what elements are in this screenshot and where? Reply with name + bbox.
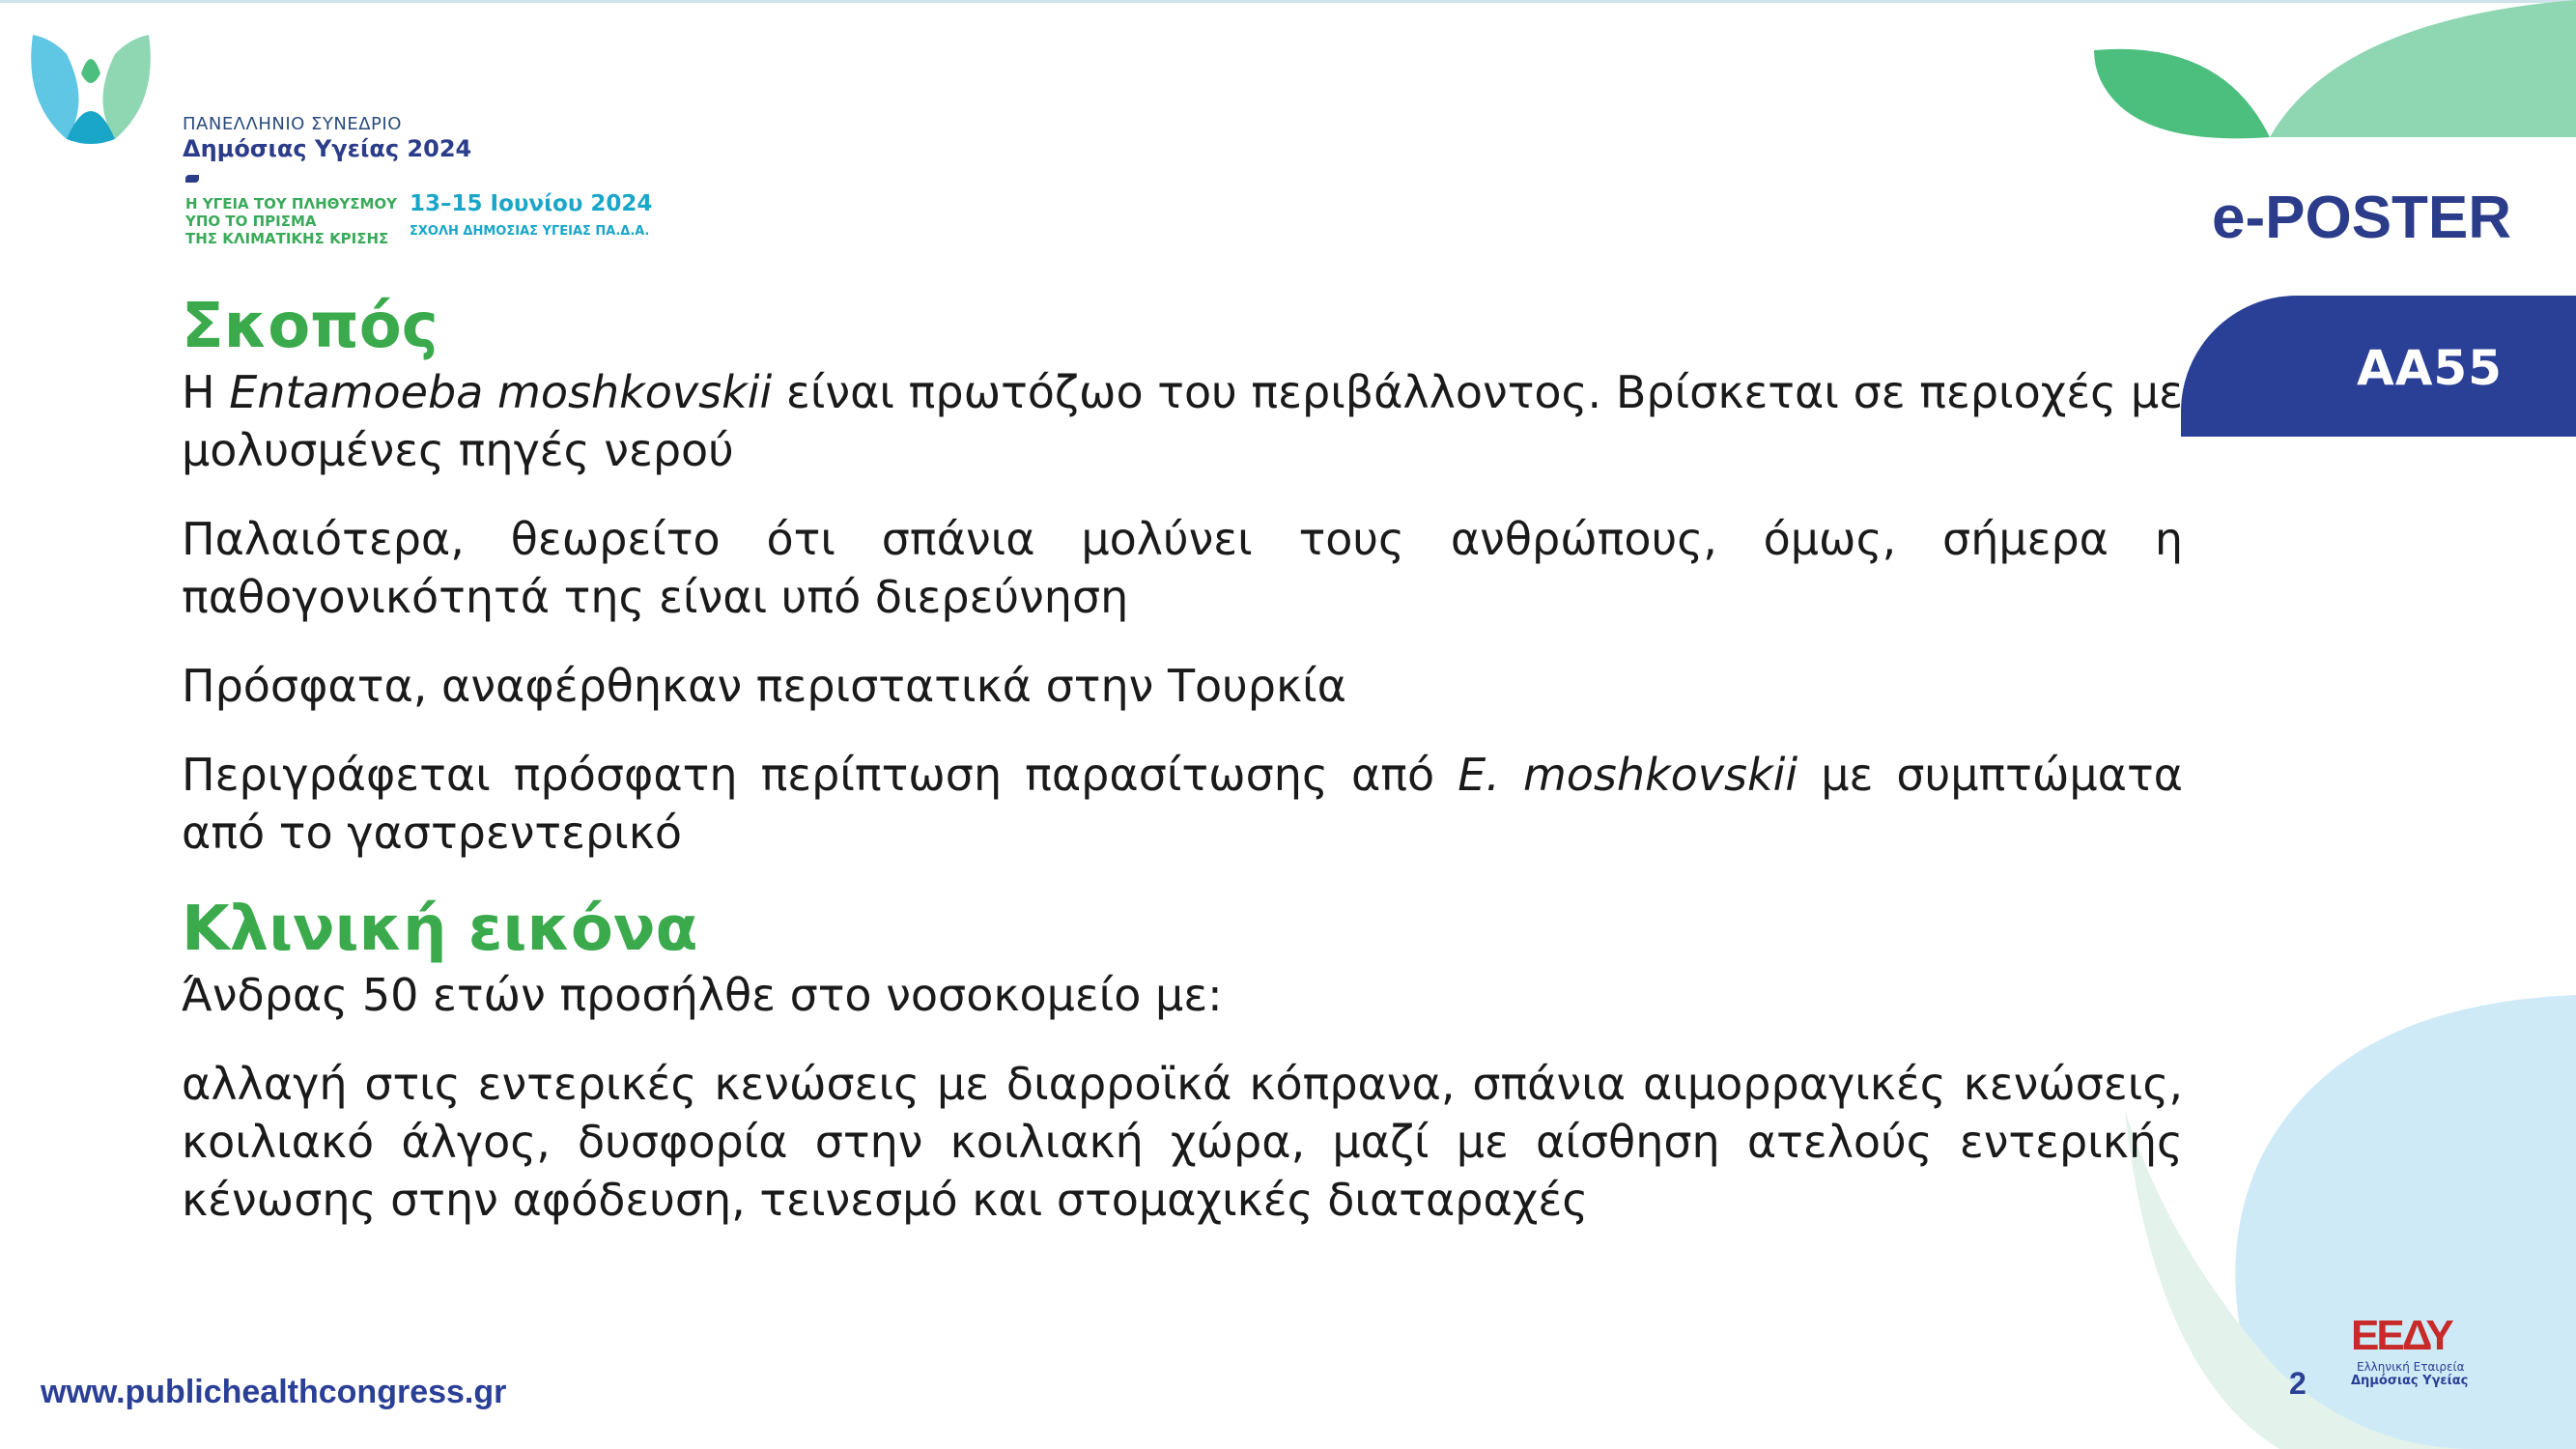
congress-venue: ΣΧΟΛΗ ΔΗΜΟΣΙΑΣ ΥΓΕΙΑΣ ΠΑ.Δ.Α.	[410, 224, 650, 239]
society-name-line: Δημόσιας Υγείας	[2351, 1374, 2469, 1388]
website-link[interactable]: www.publichealthcongress.gr	[41, 1374, 507, 1410]
paragraph: Άνδρας 50 ετών προσήλθε στο νοσοκομείο με:	[182, 969, 1223, 1021]
paragraph: Πρόσφατα, αναφέρθηκαν περιστατικά στην Τουρκία	[182, 660, 1346, 712]
mint-leaf-shape	[2270, 0, 2576, 137]
theme-line: ΥΠΟ ΤΟ ΠΡΙΣΜΑ	[185, 213, 317, 230]
green-leaf-shape	[2094, 49, 2270, 139]
text-run: είναι πρωτόζωο του περιβάλλοντος. Βρίσκεται σε περιοχές με μολυσμένες πηγές νερού	[182, 366, 2183, 476]
society-logo	[2347, 1312, 2473, 1388]
congress-theme	[185, 195, 397, 247]
congress-label: ΠΑΝΕΛΛΗΝΙΟ ΣΥΝΕΔΡΙΟ	[183, 114, 402, 134]
species-name: E. moshkovskii	[1458, 749, 1798, 801]
text-run: Η	[182, 366, 230, 418]
theme-line: Η ΥΓΕΙΑ ΤΟΥ ΠΛΗΘΥΣΜΟΥ	[185, 195, 398, 213]
section-heading-clinical: Κλινική εικόνα	[182, 894, 698, 965]
poster-content	[182, 290, 2183, 1260]
congress-logo	[23, 25, 719, 247]
species-name: Entamoeba moshkovskii	[229, 366, 773, 418]
section-heading-aim: Σκοπός	[182, 291, 439, 362]
paragraph: αλλαγή στις εντερικές κενώσεις με διαρροϊκά κόπρανα, σπάνια αιμορραγικές κενώσεις, κοιλιακό άλγος, δυσφορία στην κοιλιακή χώρα, μαζί με αίσθηση ατελούς εντερικής κένωσης στην αφόδευση, τεινεσμό και στομαχικές διαταραχές	[182, 1058, 2183, 1226]
leaf-logo-icon	[23, 25, 158, 151]
congress-name: Δημόσιας Υγείας 2024	[183, 135, 472, 162]
logo-dash-mark	[185, 175, 199, 183]
text-run: με συμπτώματα από το γαστρεντερικό	[182, 749, 2183, 859]
paragraph	[182, 363, 2183, 479]
poster-code: ΑΑ55	[2357, 340, 2503, 396]
society-logo-letters: ΕΕΔΥ	[2351, 1312, 2451, 1359]
page-number: 2	[2289, 1366, 2307, 1401]
congress-dates: 13–15 Ιουνίου 2024	[410, 191, 653, 216]
paragraph: Παλαιότερα, θεωρείτο ότι σπάνια μολύνει τους ανθρώπους, όμως, σήμερα η παθογονικότητά της είναι υπό διερεύνηση	[182, 513, 2183, 623]
society-name-line: Ελληνική Εταιρεία	[2357, 1360, 2465, 1374]
poster-type-label: e-POSTER	[2212, 185, 2512, 251]
text-run: Περιγράφεται πρόσφατη περίπτωση παρασίτωσης από	[182, 749, 1458, 801]
theme-line: ΤΗΣ ΚΛΙΜΑΤΙΚΗΣ ΚΡΙΣΗΣ	[185, 230, 389, 247]
paragraph	[182, 746, 2183, 862]
